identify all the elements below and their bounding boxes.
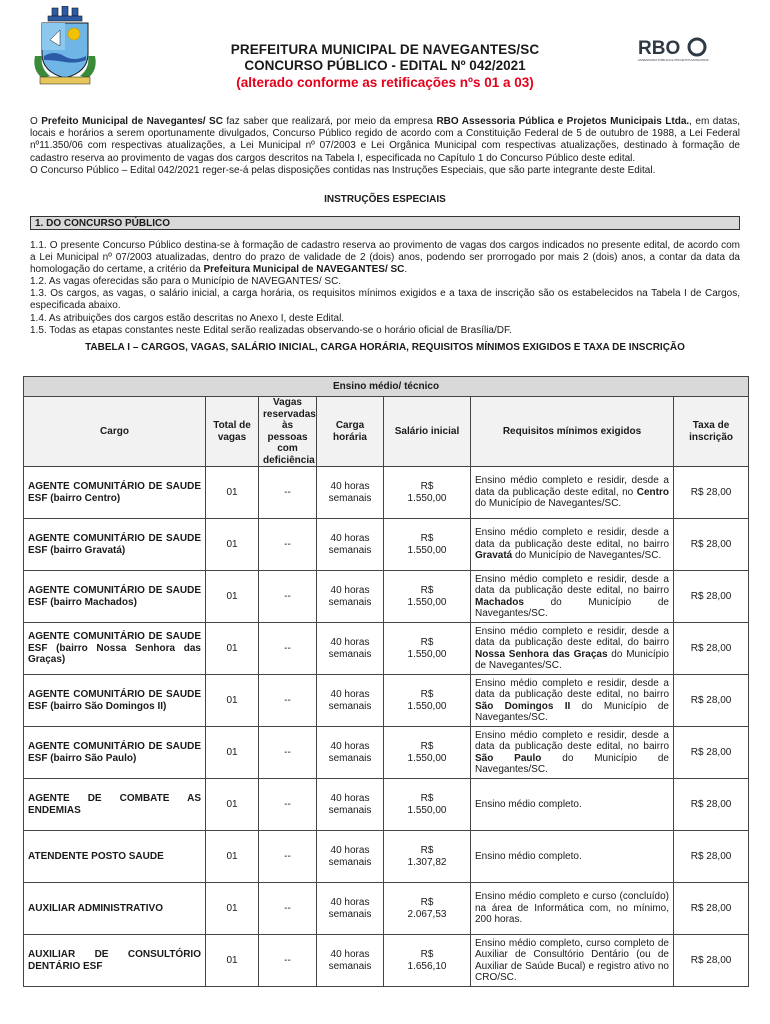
pcd-vagas-cell: -- — [259, 519, 317, 571]
table-row — [24, 467, 749, 519]
amendment-note: (alterado conforme as retificações nºs 01 a 03) — [236, 75, 534, 90]
intro-paragraph-1: O Prefeito Municipal de Navegantes/ SC faz saber que realizará, por meio da empresa RBO Assessoria Pública e Projetos Municipais Ltda., em datas, locais e horários a serem oportunamente divulgados, Concurso Público regido de acordo com a Constituição Federal de 5 de outubro de 1988, a Lei Federal nº11.350/06 com respectivas atualizações, a Lei Municipal nº 07/2003 e Lei Orgânica Municipal com respectivas atualizações, destinado à formação de cadastro reserva ao provimento de vagas dos cargos descritos na Tabela I, especificada no Capítulo 1 do Concurso Público deste edital. — [30, 116, 741, 164]
taxa-cell: R$ 28,00 — [674, 467, 749, 519]
table-row — [24, 519, 749, 571]
salario-cell: R$ 1.550,00 — [384, 571, 471, 623]
total-vagas-cell: 01 — [206, 571, 259, 623]
col-header-carga: Carga horária — [317, 397, 384, 467]
cargo-cell: AGENTE COMUNITÁRIO DE SAUDE ESF (bairro São Domingos II) — [24, 675, 206, 727]
salario-cell: R$ 2.067,53 — [384, 883, 471, 935]
cargo-cell: AGENTE DE COMBATE AS ENDEMIAS — [24, 779, 206, 831]
page-title: PREFEITURA MUNICIPAL DE NAVEGANTES/SC — [230, 42, 540, 57]
table-row — [24, 883, 749, 935]
cargo-cell: AUXILIAR ADMINISTRATIVO — [24, 883, 206, 935]
cargo-cell: AGENTE COMUNITÁRIO DE SAUDE ESF (bairro Centro) — [24, 467, 206, 519]
col-header-total: Total de vagas — [206, 397, 259, 467]
pcd-vagas-cell: -- — [259, 727, 317, 779]
positions-table — [23, 376, 749, 987]
item-1-3: 1.3. Os cargos, as vagas, o salário inicial, a carga horária, os requisitos mínimos exigidos e a taxa de inscrição são os estabelecidos na Tabela I de Cargos, especificada abaixo. — [30, 288, 740, 312]
pcd-vagas-cell: -- — [259, 883, 317, 935]
instructions-heading: INSTRUÇÕES ESPECIAIS — [324, 194, 446, 205]
edital-subtitle: CONCURSO PÚBLICO - EDITAL Nº 042/2021 — [244, 58, 526, 73]
cargo-cell: AGENTE COMUNITÁRIO DE SAUDE ESF (bairro São Paulo) — [24, 727, 206, 779]
taxa-cell: R$ 28,00 — [674, 727, 749, 779]
table-row — [24, 675, 749, 727]
cargo-cell: AGENTE COMUNITÁRIO DE SAUDE ESF (bairro Gravatá) — [24, 519, 206, 571]
requisitos-cell: Ensino médio completo e residir, desde a data da publicação deste edital, no Centro do Município de Navegantes/SC. — [471, 467, 674, 519]
municipal-coat-of-arms-icon — [30, 6, 100, 86]
item-1-1: 1.1. O presente Concurso Público destina-se à formação de cadastro reserva ao provimento de vagas dos cargos indicados no presente edital, de acordo com a Lei Municipal nº 07/2003 atualizadas, dentro do prazo de validade de 2 (dois) anos, podendo ser prorrogado por mais 2 (dois) anos, a contar da data da homologação do certame, a critério da Prefeitura Municipal de NAVEGANTES/ SC. — [30, 240, 740, 276]
total-vagas-cell: 01 — [206, 623, 259, 675]
requisitos-cell: Ensino médio completo. — [471, 779, 674, 831]
salario-cell: R$ 1.550,00 — [384, 779, 471, 831]
taxa-cell: R$ 28,00 — [674, 571, 749, 623]
carga-horaria-cell: 40 horas semanais — [317, 623, 384, 675]
requisitos-cell: Ensino médio completo e residir, desde a data da publicação deste edital, no bairro São Paulo do Município de Navegantes/SC. — [471, 727, 674, 779]
cargo-cell: AGENTE COMUNITÁRIO DE SAUDE ESF (bairro Nossa Senhora das Graças) — [24, 623, 206, 675]
total-vagas-cell: 01 — [206, 935, 259, 987]
item-1-2: 1.2. As vagas oferecidas são para o Município de NAVEGANTES/ SC. — [30, 276, 342, 288]
pcd-vagas-cell: -- — [259, 831, 317, 883]
section-1-heading: 1. DO CONCURSO PÚBLICO — [30, 216, 740, 230]
carga-horaria-cell: 40 horas semanais — [317, 831, 384, 883]
item-1-5: 1.5. Todas as etapas constantes neste Edital serão realizadas observando-se o horário oficial de Brasília/DF. — [30, 324, 512, 336]
pcd-vagas-cell: -- — [259, 467, 317, 519]
carga-horaria-cell: 40 horas semanais — [317, 467, 384, 519]
table-row — [24, 727, 749, 779]
taxa-cell: R$ 28,00 — [674, 883, 749, 935]
salario-cell: R$ 1.550,00 — [384, 519, 471, 571]
table-row — [24, 935, 749, 987]
taxa-cell: R$ 28,00 — [674, 675, 749, 727]
total-vagas-cell: 01 — [206, 675, 259, 727]
carga-horaria-cell: 40 horas semanais — [317, 779, 384, 831]
pcd-vagas-cell: -- — [259, 623, 317, 675]
table-row — [24, 623, 749, 675]
requisitos-cell: Ensino médio completo. — [471, 831, 674, 883]
total-vagas-cell: 01 — [206, 519, 259, 571]
col-header-requisitos: Requisitos mínimos exigidos — [471, 397, 674, 467]
rbo-logo-text: RBO — [638, 38, 681, 59]
intro-text — [30, 116, 740, 177]
requisitos-cell: Ensino médio completo e residir, desde a data da publicação deste edital, no bairro São Domingos II do Município de Navegantes/SC. — [471, 675, 674, 727]
requisitos-cell: Ensino médio completo e residir, desde a data da publicação deste edital, do bairro Nossa Senhora das Graças do Município de Navegantes/SC. — [471, 623, 674, 675]
taxa-cell: R$ 28,00 — [674, 831, 749, 883]
table-title: TABELA I – CARGOS, VAGAS, SALÁRIO INICIAL, CARGA HORÁRIA, REQUISITOS MÍNIMOS EXIGIDOS E TAXA DE INSCRIÇÃO — [85, 342, 685, 353]
table-group-heading: Ensino médio/ técnico — [24, 377, 749, 397]
section-1-body — [30, 240, 740, 337]
carga-horaria-cell: 40 horas semanais — [317, 519, 384, 571]
pcd-vagas-cell: -- — [259, 571, 317, 623]
intro-paragraph-2: O Concurso Público – Edital 042/2021 reger-se-á pelas disposições contidas nas Instruções Especiais, que são parte integrante deste Edital. — [30, 164, 656, 176]
col-header-taxa: Taxa de inscrição — [674, 397, 749, 467]
col-header-cargo: Cargo — [24, 397, 206, 467]
cargo-cell: ATENDENTE POSTO SAUDE — [24, 831, 206, 883]
taxa-cell: R$ 28,00 — [674, 519, 749, 571]
total-vagas-cell: 01 — [206, 467, 259, 519]
table-row — [24, 831, 749, 883]
salario-cell: R$ 1.656,10 — [384, 935, 471, 987]
rbo-logo-caption: ASSESSORIA PÚBLICA E PROJETOS MUNICIPAIS — [638, 58, 709, 62]
carga-horaria-cell: 40 horas semanais — [317, 883, 384, 935]
pcd-vagas-cell: -- — [259, 675, 317, 727]
item-1-4: 1.4. As atribuições dos cargos estão descritas no Anexo I, deste Edital. — [30, 312, 345, 324]
requisitos-cell: Ensino médio completo e curso (concluído) na área de Informática com, no mínimo, 200 horas. — [471, 883, 674, 935]
pcd-vagas-cell: -- — [259, 935, 317, 987]
salario-cell: R$ 1.550,00 — [384, 623, 471, 675]
taxa-cell: R$ 28,00 — [674, 623, 749, 675]
total-vagas-cell: 01 — [206, 779, 259, 831]
salario-cell: R$ 1.550,00 — [384, 727, 471, 779]
pcd-vagas-cell: -- — [259, 779, 317, 831]
requisitos-cell: Ensino médio completo, curso completo de Auxiliar de Consultório Dentário (ou de Auxiliar de Saúde Bucal) e registro ativo no CRO/SC. — [471, 935, 674, 987]
page-header — [0, 0, 770, 110]
cargo-cell: AUXILIAR DE CONSULTÓRIO DENTÁRIO ESF — [24, 935, 206, 987]
carga-horaria-cell: 40 horas semanais — [317, 935, 384, 987]
salario-cell: R$ 1.550,00 — [384, 467, 471, 519]
requisitos-cell: Ensino médio completo e residir, desde a data da publicação deste edital, no bairro Gravatá do Município de Navegantes/SC. — [471, 519, 674, 571]
salario-cell: R$ 1.307,82 — [384, 831, 471, 883]
table-row — [24, 779, 749, 831]
total-vagas-cell: 01 — [206, 883, 259, 935]
header-titles — [120, 42, 650, 90]
requisitos-cell: Ensino médio completo e residir, desde a data da publicação deste edital, no bairro Machados do Município de Navegantes/SC. — [471, 571, 674, 623]
taxa-cell: R$ 28,00 — [674, 779, 749, 831]
carga-horaria-cell: 40 horas semanais — [317, 675, 384, 727]
taxa-cell: R$ 28,00 — [674, 935, 749, 987]
rbo-logo — [634, 36, 714, 64]
total-vagas-cell: 01 — [206, 727, 259, 779]
total-vagas-cell: 01 — [206, 831, 259, 883]
table-row — [24, 571, 749, 623]
col-header-pcd: Vagas reservadas às pessoas com deficiência — [259, 397, 317, 467]
carga-horaria-cell: 40 horas semanais — [317, 727, 384, 779]
cargo-cell: AGENTE COMUNITÁRIO DE SAUDE ESF (bairro Machados) — [24, 571, 206, 623]
col-header-salario: Salário inicial — [384, 397, 471, 467]
carga-horaria-cell: 40 horas semanais — [317, 571, 384, 623]
salario-cell: R$ 1.550,00 — [384, 675, 471, 727]
